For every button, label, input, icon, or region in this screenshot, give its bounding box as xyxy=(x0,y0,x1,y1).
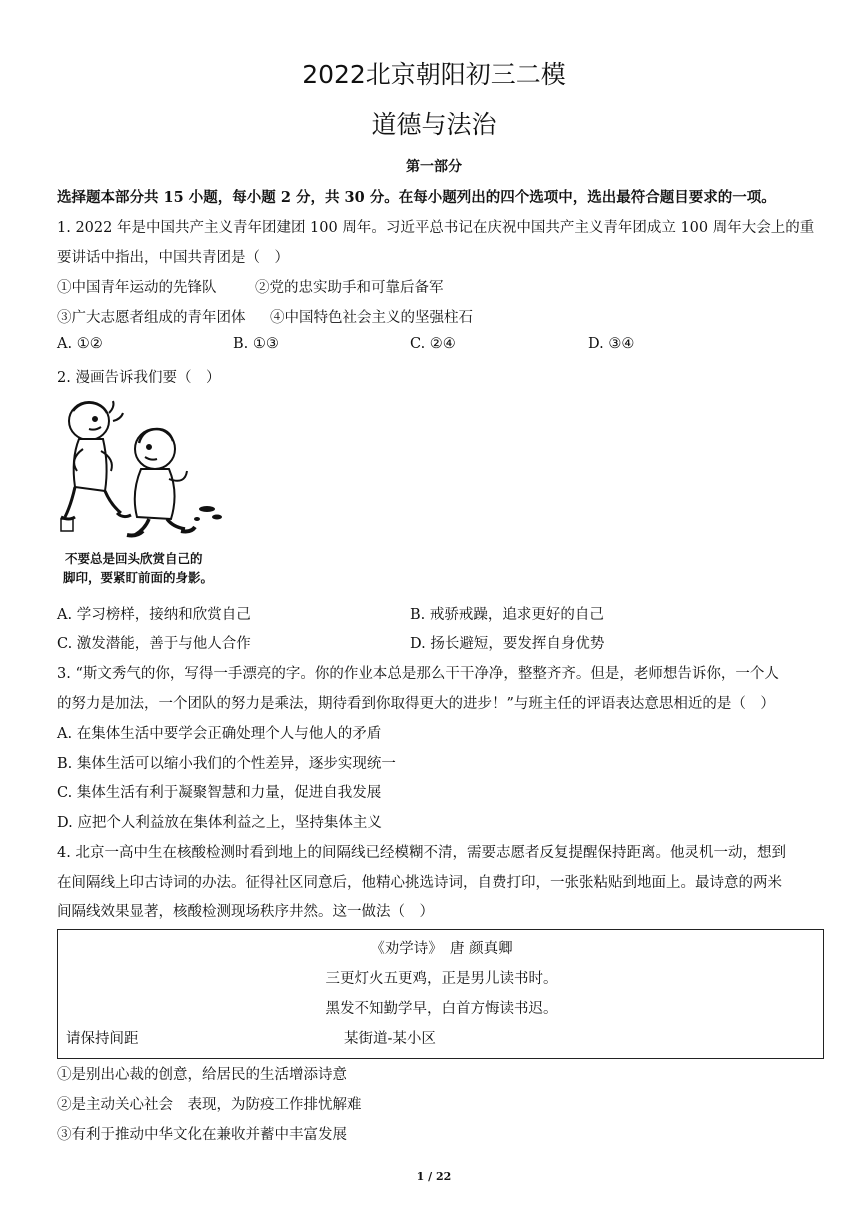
q4-statement-3: ③有利于推动中华文化在兼收并蓄中丰富发展 xyxy=(57,1127,347,1143)
poem-line-1: 三更灯火五更鸡，正是男儿读书时。 xyxy=(325,971,558,987)
q3-stem-line2: 的努力是加法，一个团队的努力是乘法，期待看到你取得更大的进步！”与班主任的评语表达意思相近的是（ ） xyxy=(57,696,775,712)
page-subtitle: 道德与法治 xyxy=(371,110,497,139)
q1-statement-2: ②党的忠实助手和可靠后备军 xyxy=(255,280,444,296)
q4-statement-1: ①是别出心裁的创意，给居民的生活增添诗意 xyxy=(57,1067,347,1083)
poem-box xyxy=(57,929,824,1059)
q3-option-b: B. 集体生活可以缩小我们的个性差异，逐步实现统一 xyxy=(57,756,396,772)
q1-statement-4: ④中国特色社会主义的坚强柱石 xyxy=(270,310,473,326)
q2-stem: 2. 漫画告诉我们要（ ） xyxy=(57,370,221,386)
q3-option-d: D. 应把个人利益放在集体利益之上，坚持集体主义 xyxy=(57,815,382,831)
q2-option-d: D. 扬长避短，要发挥自身优势 xyxy=(410,636,605,652)
q2-option-b: B. 戒骄戒躁，追求更好的自己 xyxy=(410,607,604,623)
q4-stem-line2: 在间隔线上印古诗词的办法。征得社区同意后，他精心挑选诗词，自费打印，一张张粘贴到地面上。最诗意的两米 xyxy=(57,875,782,891)
part-heading: 第一部分 xyxy=(406,159,462,175)
q4-stem-line3: 间隔线效果显著，核酸检测现场秩序井然。这一做法（ ） xyxy=(57,904,434,920)
page-number: 1 / 22 xyxy=(416,1170,452,1183)
cartoon-illustration xyxy=(57,393,227,593)
cartoon-drawing xyxy=(57,393,227,543)
q1-statement-3: ③广大志愿者组成的青年团体 xyxy=(57,310,246,326)
q2-option-a: A. 学习榜样，接纳和欣赏自己 xyxy=(57,607,251,623)
poem-note-left: 请保持间距 xyxy=(66,1031,139,1047)
q3-stem-line1: 3. “斯文秀气的你，写得一手漂亮的字。你的作业本总是那么干干净净，整整齐齐。但是，老师想告诉你，一个人 xyxy=(57,666,779,682)
q1-option-c: C. ②④ xyxy=(410,336,456,352)
q1-statement-1: ①中国青年运动的先锋队 xyxy=(57,280,217,296)
q2-option-c: C. 激发潜能，善于与他人合作 xyxy=(57,636,251,652)
poem-line-2: 黑发不知勤学早，白首方悔读书迟。 xyxy=(325,1001,558,1017)
q1-option-d: D. ③④ xyxy=(588,336,635,352)
section-instructions: 选择题本部分共 15 小题，每小题 2 分，共 30 分。在每小题列出的四个选项中，选出最符合题目要求的一项。 xyxy=(57,189,776,206)
q1-stem-line1: 1. 2022 年是中国共产主义青年团建团 100 周年。习近平总书记在庆祝中国共产主义青年团成立 100 周年大会上的重 xyxy=(57,220,815,236)
q3-option-c: C. 集体生活有利于凝聚智慧和力量，促进自我发展 xyxy=(57,785,382,801)
q3-option-a: A. 在集体生活中要学会正确处理个人与他人的矛盾 xyxy=(57,726,382,742)
poem-note-right: 某街道-某小区 xyxy=(344,1031,436,1047)
q1-option-a: A. ①② xyxy=(57,336,103,352)
page-title: 2022北京朝阳初三二模 xyxy=(302,60,566,89)
cartoon-caption-line1: 不要总是回头欣赏自己的 xyxy=(65,551,203,566)
q4-statement-2: ②是主动关心社会 表现，为防疫工作排忧解难 xyxy=(57,1097,362,1113)
q4-stem-line1: 4. 北京一高中生在核酸检测时看到地上的间隔线已经模糊不清，需要志愿者反复提醒保持距离。他灵机一动，想到 xyxy=(57,845,786,861)
q1-stem-line2: 要讲话中指出，中国共青团是（ ） xyxy=(57,250,289,266)
poem-title: 《劝学诗》 唐 颜真卿 xyxy=(370,941,513,957)
q1-option-b: B. ①③ xyxy=(233,336,279,352)
cartoon-caption-line2: 脚印，要紧盯前面的身影。 xyxy=(63,570,214,585)
